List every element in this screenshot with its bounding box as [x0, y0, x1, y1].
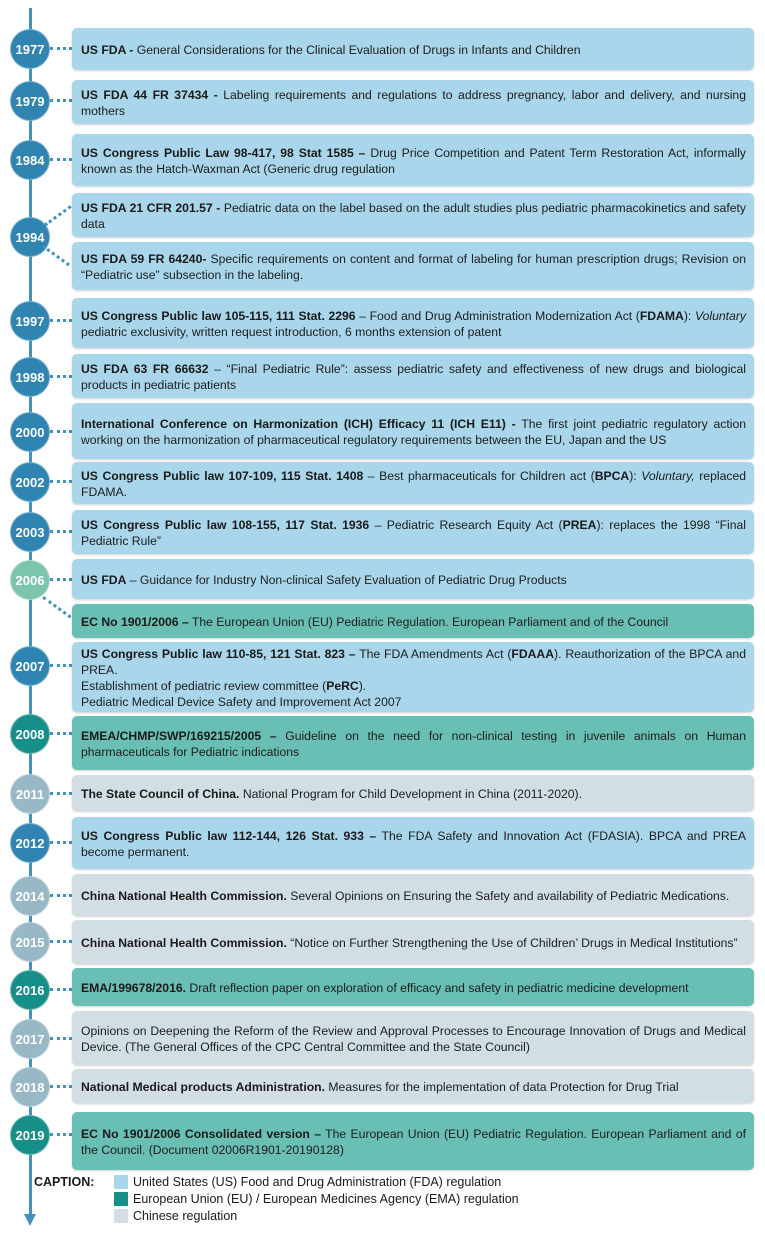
event-text: Draft reflection paper on exploration of efficacy and safety in pediatric medicine development	[186, 980, 689, 995]
event-box	[72, 817, 754, 869]
event-text: Measures for the implementation of data Protection for Drug Trial	[325, 1079, 679, 1094]
connector	[50, 158, 72, 161]
event-text: ): replaces the 1998 “Final Pediatric Rule”	[81, 517, 746, 548]
year-node: 2006	[10, 560, 50, 600]
connector	[50, 664, 72, 667]
year-node: 2012	[10, 823, 50, 863]
event-text: Labeling requirements and regulations to address pregnancy, labor and delivery, and nursing mothers	[81, 87, 746, 118]
connector	[50, 319, 72, 322]
event-acronym: PREA	[562, 517, 597, 532]
event-title: US Congress Public law 112-144, 126 Stat. 933 –	[81, 828, 377, 843]
event-text: Guideline on the need for non-clinical testing in juvenile animals on Human pharmaceuticals for Pediatric indications	[81, 728, 746, 759]
year-node: 2015	[10, 922, 50, 962]
event-text: – Food and Drug Administration Modernization Act (	[355, 308, 640, 323]
legend-item-eu	[114, 1192, 519, 1206]
year-node: 2003	[10, 512, 50, 552]
event-text: Specific requirements on content and format of labeling for human prescription drugs; Revision on “Pediatric use” subsection in the labeling.	[81, 251, 746, 282]
event-box	[72, 134, 754, 186]
event-title: China National Health Commission.	[81, 888, 287, 903]
year-node: 2008	[10, 714, 50, 754]
event-box	[72, 1011, 754, 1065]
event-text: Drug Price Competition and Patent Term Restoration Act, informally known as the Hatch-Waxman Act (Generic drug regulation	[81, 145, 746, 176]
event-emphasis: Voluntary	[694, 308, 746, 323]
event-title: EC No 1901/2006 –	[81, 614, 189, 629]
connector	[44, 205, 72, 226]
year-node: 2011	[10, 774, 50, 814]
event-title: US FDA 44 FR 37434 -	[81, 87, 218, 102]
legend-item-cn	[114, 1209, 237, 1223]
event-box	[72, 874, 754, 916]
timeline-arrow-head	[24, 1214, 36, 1226]
event-acronym: FDAAA	[511, 646, 555, 661]
connector	[42, 596, 71, 618]
event-title: US Congress Public law 110-85, 121 Stat. 823 –	[81, 646, 356, 661]
event-title: National Medical products Administration.	[81, 1079, 325, 1094]
legend-label: European Union (EU) / European Medicines Agency (EMA) regulation	[133, 1192, 519, 1206]
event-title: US FDA 59 FR 64240-	[81, 251, 207, 266]
legend-swatch-eu	[114, 1192, 128, 1206]
event-acronym: PeRC	[326, 678, 359, 693]
event-text: ). Reauthorization of the BPCA and PREA.	[81, 646, 746, 677]
connector	[50, 841, 72, 844]
event-box	[72, 716, 754, 770]
connector	[50, 940, 72, 943]
year-node: 1979	[10, 81, 50, 121]
year-node: 2007	[10, 646, 50, 686]
event-box	[72, 920, 754, 964]
event-text: Pediatric data on the label based on the adult studies plus pediatric pharmacokinetics and safety data	[81, 200, 746, 231]
year-node: 2000	[10, 412, 50, 452]
event-box	[72, 462, 754, 504]
event-text: replaced FDAMA.	[81, 468, 746, 499]
event-text: The first joint pediatric regulatory action working on the harmonization of pharmaceutical regulatory requirements between the EU, Japan and the US	[81, 416, 746, 447]
connector	[50, 430, 72, 433]
legend-label: United States (US) Food and Drug Administration (FDA) regulation	[133, 1175, 502, 1189]
event-text: – Best pharmaceuticals for Children act (	[363, 468, 595, 483]
connector	[50, 47, 72, 50]
event-text: “Notice on Further Strengthening the Use of Children’ Drugs in Medical Institutions”	[286, 935, 738, 950]
event-box	[72, 604, 754, 638]
event-emphasis: Voluntary,	[641, 468, 695, 483]
event-text: ):	[683, 308, 695, 323]
legend-label: Chinese regulation	[133, 1209, 238, 1223]
event-box	[72, 403, 754, 459]
event-box	[72, 242, 754, 290]
event-acronym: BPCA	[594, 468, 630, 483]
connector	[50, 792, 72, 795]
event-text: The FDA Amendments Act (	[355, 646, 512, 661]
event-text: National Program for Child Development in China (2011-2020).	[239, 786, 583, 801]
event-text: Establishment of pediatric review committee (	[81, 678, 327, 693]
event-title: US Congress Public law 107-109, 115 Stat. 1408	[81, 468, 364, 483]
year-node: 1984	[10, 140, 50, 180]
event-box	[72, 28, 754, 70]
legend-title: CAPTION:	[34, 1175, 95, 1189]
event-title: EMEA/CHMP/SWP/169215/2005 –	[81, 728, 277, 743]
year-node: 2014	[10, 876, 50, 916]
event-box	[72, 298, 754, 348]
event-acronym: FDAMA	[639, 308, 684, 323]
connector	[50, 1133, 72, 1136]
event-text: Several Opinions on Ensuring the Safety and availability of Pediatric Medications.	[286, 888, 730, 903]
connector	[50, 1037, 72, 1040]
year-node: 2018	[10, 1067, 50, 1107]
event-text: Pediatric Medical Device Safety and Improvement Act 2007	[81, 694, 402, 709]
event-title: US Congress Public law 108-155, 117 Stat. 1936	[81, 517, 370, 532]
year-node: 1997	[10, 301, 50, 341]
event-box	[72, 968, 754, 1006]
event-title: US Congress Public Law 98-417, 98 Stat 1585 –	[81, 145, 366, 160]
connector	[50, 578, 72, 581]
connector	[50, 988, 72, 991]
year-node: 2002	[10, 462, 50, 502]
legend-item-us	[114, 1175, 501, 1189]
event-text: General Considerations for the Clinical Evaluation of Drugs in Infants and Children	[133, 42, 581, 57]
event-title: EC No 1901/2006 Consolidated version –	[81, 1126, 321, 1141]
connector	[50, 732, 72, 735]
event-text: The European Union (EU) Pediatric Regulation. European Parliament and of the Council. (Document 02006R1901-20190128)	[81, 1126, 746, 1157]
event-title: China National Health Commission.	[81, 935, 287, 950]
event-title: US Congress Public law 105-115, 111 Stat. 2296	[81, 308, 356, 323]
connector	[50, 894, 72, 897]
event-box	[72, 80, 754, 124]
event-title: US FDA -	[81, 42, 134, 57]
event-title: US FDA 63 FR 66632	[81, 361, 209, 376]
legend-swatch-cn	[114, 1209, 128, 1223]
connector	[50, 530, 72, 533]
event-title: International Conference on Harmonization (ICH) Efficacy 11 (ICH E11) -	[81, 416, 516, 431]
connector	[50, 99, 72, 102]
event-text: The European Union (EU) Pediatric Regulation. European Parliament and of the Council	[188, 614, 669, 629]
connector	[50, 375, 72, 378]
connector	[50, 480, 72, 483]
event-text: ):	[629, 468, 642, 483]
year-node: 2016	[10, 970, 50, 1010]
event-text: – “Final Pediatric Rule”: assess pediatric safety and effectiveness of new drugs and biological products in pediatric patients	[81, 361, 746, 392]
event-title: EMA/199678/2016.	[81, 980, 187, 995]
event-box	[72, 559, 754, 599]
year-node: 1998	[10, 357, 50, 397]
event-text: pediatric exclusivity, written request introduction, 6 months extension of patent	[81, 324, 502, 339]
event-box	[72, 775, 754, 811]
connector	[42, 245, 70, 266]
event-title: US FDA	[81, 572, 127, 587]
event-box	[72, 193, 754, 237]
event-box	[72, 1112, 754, 1170]
legend-swatch-us	[114, 1175, 128, 1189]
event-text: Opinions on Deepening the Reform of the Review and Approval Processes to Encourage Innovation of Drugs and Medical Device. (The General Offices of the CPC Central Committee and the State Council)	[81, 1023, 746, 1054]
event-box	[72, 354, 754, 398]
event-box	[72, 510, 754, 554]
event-title: The State Council of China.	[81, 786, 240, 801]
event-text: ).	[358, 678, 367, 693]
event-title: US FDA 21 CFR 201.57 -	[81, 200, 221, 215]
connector	[50, 1085, 72, 1088]
event-text: – Guidance for Industry Non-clinical Safety Evaluation of Pediatric Drug Products	[126, 572, 567, 587]
year-node: 2017	[10, 1019, 50, 1059]
event-box	[72, 1069, 754, 1103]
year-node: 2019	[10, 1115, 50, 1155]
event-box	[72, 642, 754, 712]
year-node: 1994	[10, 217, 50, 257]
event-text: – Pediatric Research Equity Act (	[369, 517, 563, 532]
event-text: The FDA Safety and Innovation Act (FDASIA). BPCA and PREA become permanent.	[81, 828, 746, 859]
year-node: 1977	[10, 29, 50, 69]
